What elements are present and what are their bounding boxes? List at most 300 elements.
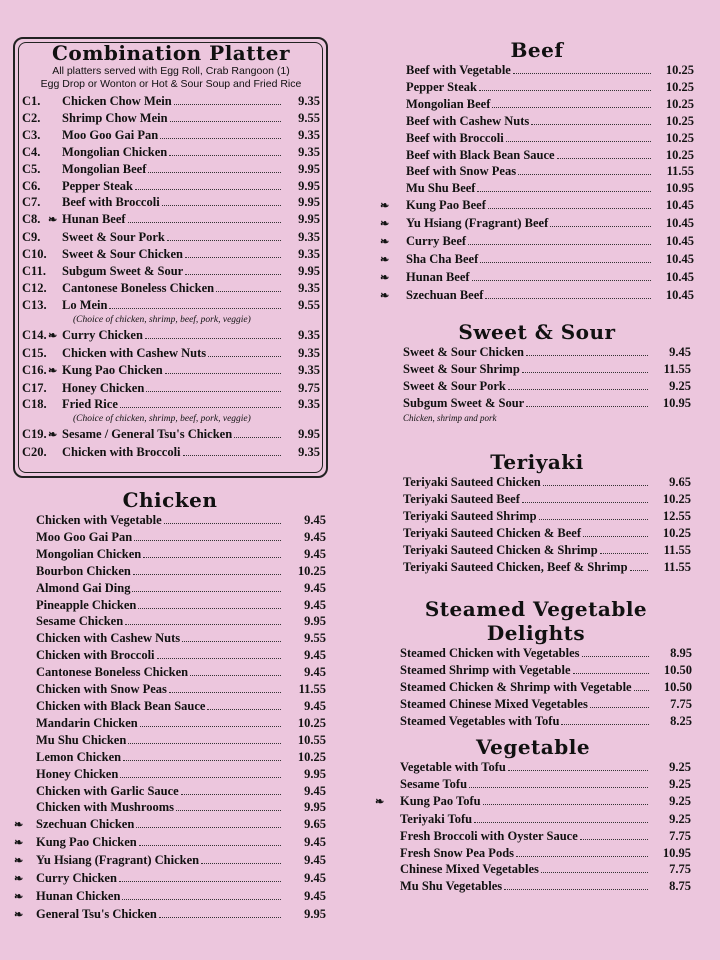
dot-leader <box>109 308 281 309</box>
dot-leader <box>600 553 648 554</box>
menu-item <box>14 715 326 732</box>
dot-leader <box>132 591 281 592</box>
hot-spicy-icon: ❧ <box>14 890 24 903</box>
dot-leader <box>479 90 651 91</box>
menu-item-price: 9.35 <box>298 127 320 142</box>
menu-item-code: C5. <box>22 161 41 176</box>
menu-item-name: Vegetable with Tofu <box>400 760 506 774</box>
menu-item-code: C3. <box>22 127 41 142</box>
dot-leader <box>143 557 281 558</box>
hot-spicy-icon: ❧ <box>14 837 24 850</box>
menu-item <box>383 378 691 395</box>
combination-platter-subtitle-1: All platters served with Egg Roll, Crab Rangoon (1) <box>52 65 290 77</box>
menu-item <box>14 783 326 800</box>
menu-item-name: Mongolian Chicken <box>62 144 168 159</box>
menu-item <box>22 93 320 110</box>
menu-item <box>14 732 326 749</box>
dot-leader <box>164 523 281 524</box>
menu-item-price: 9.35 <box>298 327 320 342</box>
menu-item <box>380 287 694 305</box>
menu-item <box>375 828 691 845</box>
menu-item-name: Chicken with Cashew Nuts <box>36 631 181 646</box>
menu-item <box>22 144 320 161</box>
menu-item <box>14 529 326 546</box>
hot-spicy-icon: ❧ <box>380 236 390 249</box>
menu-item-name: Chicken with Vegetable <box>36 513 162 527</box>
dot-leader <box>582 656 649 657</box>
dot-leader <box>140 726 281 727</box>
menu-item-price: 10.25 <box>665 147 694 162</box>
hot-spicy-icon: ❧ <box>14 908 24 921</box>
dot-leader <box>531 124 651 125</box>
menu-item <box>375 811 691 828</box>
menu-item-name: Chicken with Broccoli <box>62 445 181 460</box>
dot-leader <box>169 155 281 156</box>
menu-item-price: 9.45 <box>304 546 326 561</box>
menu-item-name: Pineapple Chicken <box>36 597 137 612</box>
menu-item <box>14 512 326 529</box>
menu-item <box>22 211 320 229</box>
menu-item-price: 9.55 <box>304 631 326 646</box>
menu-item-price: 11.55 <box>663 559 691 574</box>
teriyaki-list <box>383 474 691 575</box>
menu-item <box>14 834 326 852</box>
chicken-list <box>14 512 326 924</box>
menu-item-price: 9.95 <box>298 195 320 210</box>
dot-leader <box>492 107 651 108</box>
menu-item <box>380 696 692 713</box>
dot-leader <box>128 222 281 223</box>
dot-leader <box>550 226 651 227</box>
hot-spicy-icon: ❧ <box>48 429 58 442</box>
menu-item <box>375 776 691 793</box>
menu-item-price: 8.95 <box>670 646 692 660</box>
menu-item-price: 9.35 <box>298 280 320 295</box>
dot-leader <box>590 707 649 708</box>
menu-item <box>383 361 691 378</box>
menu-item-price: 9.45 <box>304 665 326 680</box>
menu-item-price: 9.35 <box>298 445 320 460</box>
dot-leader <box>483 804 648 805</box>
dot-leader <box>543 485 648 486</box>
menu-item-name: Steamed Chicken & Shrimp with Vegetable <box>400 679 632 694</box>
menu-item <box>22 396 320 413</box>
menu-item-price: 9.25 <box>669 793 691 808</box>
menu-item-name: Cantonese Boneless Chicken <box>36 665 189 680</box>
dot-leader <box>185 257 281 258</box>
dot-leader <box>134 540 281 541</box>
dot-leader <box>580 839 648 840</box>
menu-item-price: 10.50 <box>663 662 692 677</box>
dot-leader <box>234 437 281 438</box>
menu-item-code: C2. <box>22 110 41 125</box>
hot-spicy-icon: ❧ <box>375 795 385 808</box>
dot-leader <box>135 189 281 190</box>
menu-item <box>380 113 694 130</box>
menu-item <box>22 229 320 246</box>
teriyaki-section <box>383 450 691 575</box>
menu-item-price: 9.45 <box>304 648 326 663</box>
menu-item-price: 9.35 <box>298 362 320 377</box>
menu-item <box>14 749 326 766</box>
menu-item-price: 10.50 <box>663 679 692 694</box>
menu-item-name: Szechuan Beef <box>406 287 484 302</box>
menu-item-price: 10.25 <box>297 715 326 730</box>
menu-item <box>380 79 694 96</box>
menu-item-name: Honey Chicken <box>36 766 119 781</box>
menu-item-price: 7.75 <box>670 696 692 711</box>
menu-item-name: Mongolian Beef <box>62 161 147 176</box>
menu-item <box>380 163 694 180</box>
menu-item <box>383 559 691 576</box>
sweet-sour-note: Chicken, shrimp and pork <box>403 412 497 423</box>
menu-item <box>14 852 326 870</box>
dot-leader <box>165 373 281 374</box>
menu-item <box>380 645 692 662</box>
dot-leader <box>474 822 648 823</box>
dot-leader <box>176 810 281 811</box>
menu-item-price: 9.75 <box>298 380 320 395</box>
dot-leader <box>630 570 648 571</box>
hot-spicy-icon: ❧ <box>380 253 390 266</box>
menu-item <box>14 630 326 647</box>
menu-item-price: 10.25 <box>665 113 694 128</box>
dot-leader <box>508 770 648 771</box>
dot-leader <box>174 104 281 105</box>
menu-item-name: Chicken with Garlic Sauce <box>36 783 179 798</box>
menu-item-price: 10.55 <box>297 732 326 747</box>
menu-item-name: Lo Mein <box>62 297 108 312</box>
menu-item <box>14 563 326 580</box>
menu-item <box>22 345 320 362</box>
menu-item <box>383 344 691 361</box>
dot-leader <box>181 794 281 795</box>
dot-leader <box>125 624 281 625</box>
combination-platter-title: Combination Platter <box>51 41 290 65</box>
dot-leader <box>170 121 281 122</box>
menu-item-name: Shrimp Chow Mein <box>62 110 168 125</box>
menu-item-price: 9.45 <box>304 698 326 713</box>
menu-item-price: 9.45 <box>304 853 326 868</box>
dot-leader <box>634 690 649 691</box>
menu-item-name: Kung Pao Beef <box>406 198 486 213</box>
menu-item <box>14 888 326 906</box>
dot-leader <box>169 692 281 693</box>
menu-item-price: 7.75 <box>669 828 691 843</box>
dot-leader <box>468 244 651 245</box>
menu-item-name: Beef with Broccoli <box>62 195 160 210</box>
menu-item-name: Yu Hsiang (Fragrant) Beef <box>406 216 549 231</box>
dot-leader <box>506 141 651 142</box>
menu-item-name: Curry Chicken <box>36 871 117 886</box>
menu-item-price: 9.45 <box>304 580 326 595</box>
menu-item-name: General Tsu's Chicken <box>36 906 157 921</box>
dot-leader <box>488 208 651 209</box>
menu-item-name: Mongolian Chicken <box>36 546 142 561</box>
combination-platter-subtitle-2: Egg Drop or Wonton or Hot & Sour Soup and Fried Rice <box>40 78 302 90</box>
dot-leader <box>477 191 651 192</box>
menu-item-name: Hunan Chicken <box>36 888 121 903</box>
menu-item <box>380 662 692 679</box>
menu-item-price: 9.35 <box>298 345 320 360</box>
menu-item-price: 9.95 <box>298 264 320 279</box>
menu-item-name: Chicken with Cashew Nuts <box>62 345 207 360</box>
menu-item-name: Steamed Chinese Mixed Vegetables <box>400 696 588 711</box>
menu-item <box>380 713 692 730</box>
menu-item <box>375 861 691 878</box>
hot-spicy-icon: ❧ <box>14 819 24 832</box>
menu-item-name: Sesame / General Tsu's Chicken <box>62 427 233 442</box>
menu-item-price: 10.25 <box>662 525 691 540</box>
menu-item <box>22 327 320 345</box>
menu-item-code: C20. <box>22 445 47 460</box>
menu-item-code: C6. <box>22 178 41 193</box>
menu-item-name: Subgum Sweet & Sour <box>62 264 184 279</box>
menu-item-note: (Choice of chicken, shrimp, beef, pork, veggie) <box>73 414 251 425</box>
menu-item <box>22 110 320 127</box>
dot-leader <box>518 174 651 175</box>
menu-item-price: 10.25 <box>297 563 326 578</box>
dot-leader <box>138 608 281 609</box>
menu-item <box>22 161 320 178</box>
menu-item-name: Lemon Chicken <box>36 749 122 764</box>
dot-leader <box>522 372 648 373</box>
menu-item-code: C14. <box>22 327 47 342</box>
menu-item-price: 9.95 <box>304 766 326 781</box>
menu-item-name: Chinese Mixed Vegetables <box>400 862 539 877</box>
dot-leader <box>472 280 651 281</box>
menu-item-price: 9.55 <box>298 110 320 125</box>
menu-item <box>383 491 691 508</box>
dot-leader <box>160 138 281 139</box>
dot-leader <box>120 407 281 408</box>
menu-item <box>380 215 694 233</box>
menu-item-price: 9.45 <box>304 835 326 850</box>
menu-item-name: Sweet & Sour Shrimp <box>403 361 520 376</box>
sweet-sour-section <box>383 320 691 424</box>
dot-leader <box>207 709 281 710</box>
menu-item <box>380 197 694 215</box>
menu-item-price: 7.75 <box>669 862 691 877</box>
menu-item <box>14 906 326 924</box>
menu-item-price: 9.45 <box>304 888 326 903</box>
menu-item-code: C16. <box>22 362 47 377</box>
dot-leader <box>539 519 648 520</box>
menu-item-price: 11.55 <box>298 682 326 697</box>
menu-item-name: Sesame Tofu <box>400 776 468 791</box>
menu-item <box>14 580 326 597</box>
sweet-sour-list <box>383 344 691 412</box>
menu-item-code: C13. <box>22 297 47 312</box>
menu-item-name: Beef with Broccoli <box>406 130 504 145</box>
menu-item <box>383 542 691 559</box>
menu-item <box>380 180 694 197</box>
menu-item <box>375 845 691 862</box>
menu-item-code: C12. <box>22 280 47 295</box>
menu-item-code: C7. <box>22 195 41 210</box>
dot-leader <box>216 291 281 292</box>
menu-item-name: Sweet & Sour Chicken <box>403 345 524 359</box>
menu-item-name: Bourbon Chicken <box>36 563 131 578</box>
menu-item-price: 9.45 <box>304 871 326 886</box>
menu-item-price: 8.25 <box>670 713 692 728</box>
menu-item-price: 9.95 <box>298 212 320 227</box>
dot-leader <box>485 298 651 299</box>
menu-item-name: Sha Cha Beef <box>406 251 479 266</box>
menu-item-price: 10.25 <box>665 130 694 145</box>
dot-leader <box>513 73 651 74</box>
dot-leader <box>557 158 651 159</box>
dot-leader <box>561 724 649 725</box>
dot-leader <box>136 827 281 828</box>
combination-platter-section <box>22 41 320 461</box>
menu-item-name: Beef with Black Bean Sauce <box>406 147 555 162</box>
menu-item-price: 10.45 <box>665 198 694 213</box>
hot-spicy-icon: ❧ <box>380 200 390 213</box>
menu-item-name: Chicken with Broccoli <box>36 648 155 663</box>
hot-spicy-icon: ❧ <box>380 289 390 302</box>
chicken-title: Chicken <box>122 488 218 512</box>
menu-item-name: Pepper Steak <box>406 79 477 94</box>
menu-item <box>375 878 691 895</box>
menu-item-price: 9.25 <box>669 776 691 791</box>
menu-item <box>14 613 326 630</box>
dot-leader <box>133 574 281 575</box>
menu-item-name: Mandarin Chicken <box>36 715 138 730</box>
menu-item-code: C4. <box>22 144 41 159</box>
dot-leader <box>139 845 281 846</box>
menu-item <box>380 130 694 147</box>
menu-item-name: Chicken with Mushrooms <box>36 800 174 815</box>
menu-item-code: C11. <box>22 264 46 279</box>
menu-item-name: Kung Pao Chicken <box>62 362 163 377</box>
menu-item-name: Kung Pao Chicken <box>36 835 137 850</box>
dot-leader <box>146 391 281 392</box>
menu-item-price: 11.55 <box>663 542 691 557</box>
menu-item-price: 10.25 <box>297 749 326 764</box>
hot-spicy-icon: ❧ <box>48 329 58 342</box>
menu-item-price: 9.45 <box>304 529 326 544</box>
menu-item <box>14 664 326 681</box>
menu-item <box>380 679 692 696</box>
menu-item-name: Teriyaki Sauteed Shrimp <box>403 508 537 523</box>
menu-item <box>14 546 326 563</box>
menu-item-name: Subgum Sweet & Sour <box>403 395 525 410</box>
menu-item-name: Steamed Vegetables with Tofu <box>400 713 560 728</box>
menu-item-price: 8.75 <box>669 879 691 894</box>
menu-item <box>383 474 691 491</box>
dot-leader <box>123 760 281 761</box>
menu-item-code: C9. <box>22 230 41 245</box>
dot-leader <box>157 658 281 659</box>
menu-item <box>14 870 326 888</box>
menu-item-name: Kung Pao Tofu <box>400 793 481 808</box>
menu-item-name: Teriyaki Sauteed Chicken, Beef & Shrimp <box>403 559 628 574</box>
menu-item-price: 10.25 <box>665 79 694 94</box>
menu-item-price: 9.95 <box>298 178 320 193</box>
menu-item-name: Hunan Beef <box>406 269 470 284</box>
dot-leader <box>183 455 281 456</box>
dot-leader <box>148 172 281 173</box>
menu-item-name: Teriyaki Sauteed Chicken <box>403 475 541 489</box>
menu-item <box>22 127 320 144</box>
menu-item-price: 9.95 <box>304 906 326 921</box>
menu-item-name: Curry Chicken <box>62 327 143 342</box>
steamed-list <box>380 645 692 730</box>
menu-item-price: 9.65 <box>669 475 691 489</box>
menu-item-price: 9.55 <box>298 297 320 312</box>
menu-item-price: 9.35 <box>298 144 320 159</box>
menu-item-name: Cantonese Boneless Chicken <box>62 280 215 295</box>
menu-item <box>22 426 320 444</box>
menu-item-price: 9.45 <box>669 345 691 359</box>
menu-item <box>383 395 691 412</box>
menu-item <box>14 681 326 698</box>
menu-item-name: Szechuan Chicken <box>36 817 135 832</box>
menu-item-code: C15. <box>22 345 47 360</box>
dot-leader <box>159 917 281 918</box>
dot-leader <box>208 356 281 357</box>
menu-item <box>14 799 326 816</box>
menu-item-price: 9.25 <box>669 378 691 393</box>
menu-item-price: 9.45 <box>304 513 326 527</box>
steamed-title: Steamed Vegetable Delights <box>424 597 648 645</box>
menu-item-price: 11.55 <box>666 164 694 179</box>
menu-item-price: 10.45 <box>665 269 694 284</box>
menu-item <box>22 297 320 314</box>
menu-item-name: Fried Rice <box>62 397 118 412</box>
menu-item-name: Fresh Broccoli with Oyster Sauce <box>400 828 578 843</box>
menu-item <box>22 194 320 211</box>
beef-list <box>380 62 694 305</box>
menu-item-code: C1. <box>22 94 41 108</box>
menu-item-code: C8. <box>22 212 41 227</box>
menu-item <box>380 96 694 113</box>
menu-item-price: 9.25 <box>669 760 691 774</box>
dot-leader <box>190 675 281 676</box>
menu-item <box>380 147 694 164</box>
hot-spicy-icon: ❧ <box>48 214 58 227</box>
menu-item-price: 9.95 <box>298 161 320 176</box>
dot-leader <box>522 502 648 503</box>
menu-item-price: 10.95 <box>665 181 694 196</box>
dot-leader <box>201 863 281 864</box>
menu-item-price: 10.25 <box>665 96 694 111</box>
menu-item-name: Moo Goo Gai Pan <box>36 529 133 544</box>
menu-item-name: Honey Chicken <box>62 380 145 395</box>
menu-item <box>380 233 694 251</box>
menu-item-name: Mu Shu Beef <box>406 181 476 196</box>
menu-item <box>14 698 326 715</box>
menu-item-code: C18. <box>22 397 47 412</box>
menu-item-name: Beef with Cashew Nuts <box>406 113 530 128</box>
menu-item-name: Teriyaki Tofu <box>400 811 473 826</box>
menu-item-price: 10.25 <box>665 63 694 77</box>
dot-leader <box>167 240 281 241</box>
menu-item-price: 9.35 <box>298 94 320 108</box>
menu-item-price: 9.35 <box>298 247 320 262</box>
dot-leader <box>516 856 648 857</box>
dot-leader <box>469 787 648 788</box>
beef-title: Beef <box>510 38 564 62</box>
sweet-sour-title: Sweet & Sour <box>458 320 616 344</box>
menu-item-price: 9.35 <box>298 230 320 245</box>
dot-leader <box>119 881 281 882</box>
beef-section <box>380 38 694 305</box>
menu-item-price: 10.45 <box>665 216 694 231</box>
menu-item-name: Teriyaki Sauteed Beef <box>403 491 520 506</box>
menu-item-name: Pepper Steak <box>62 178 133 193</box>
